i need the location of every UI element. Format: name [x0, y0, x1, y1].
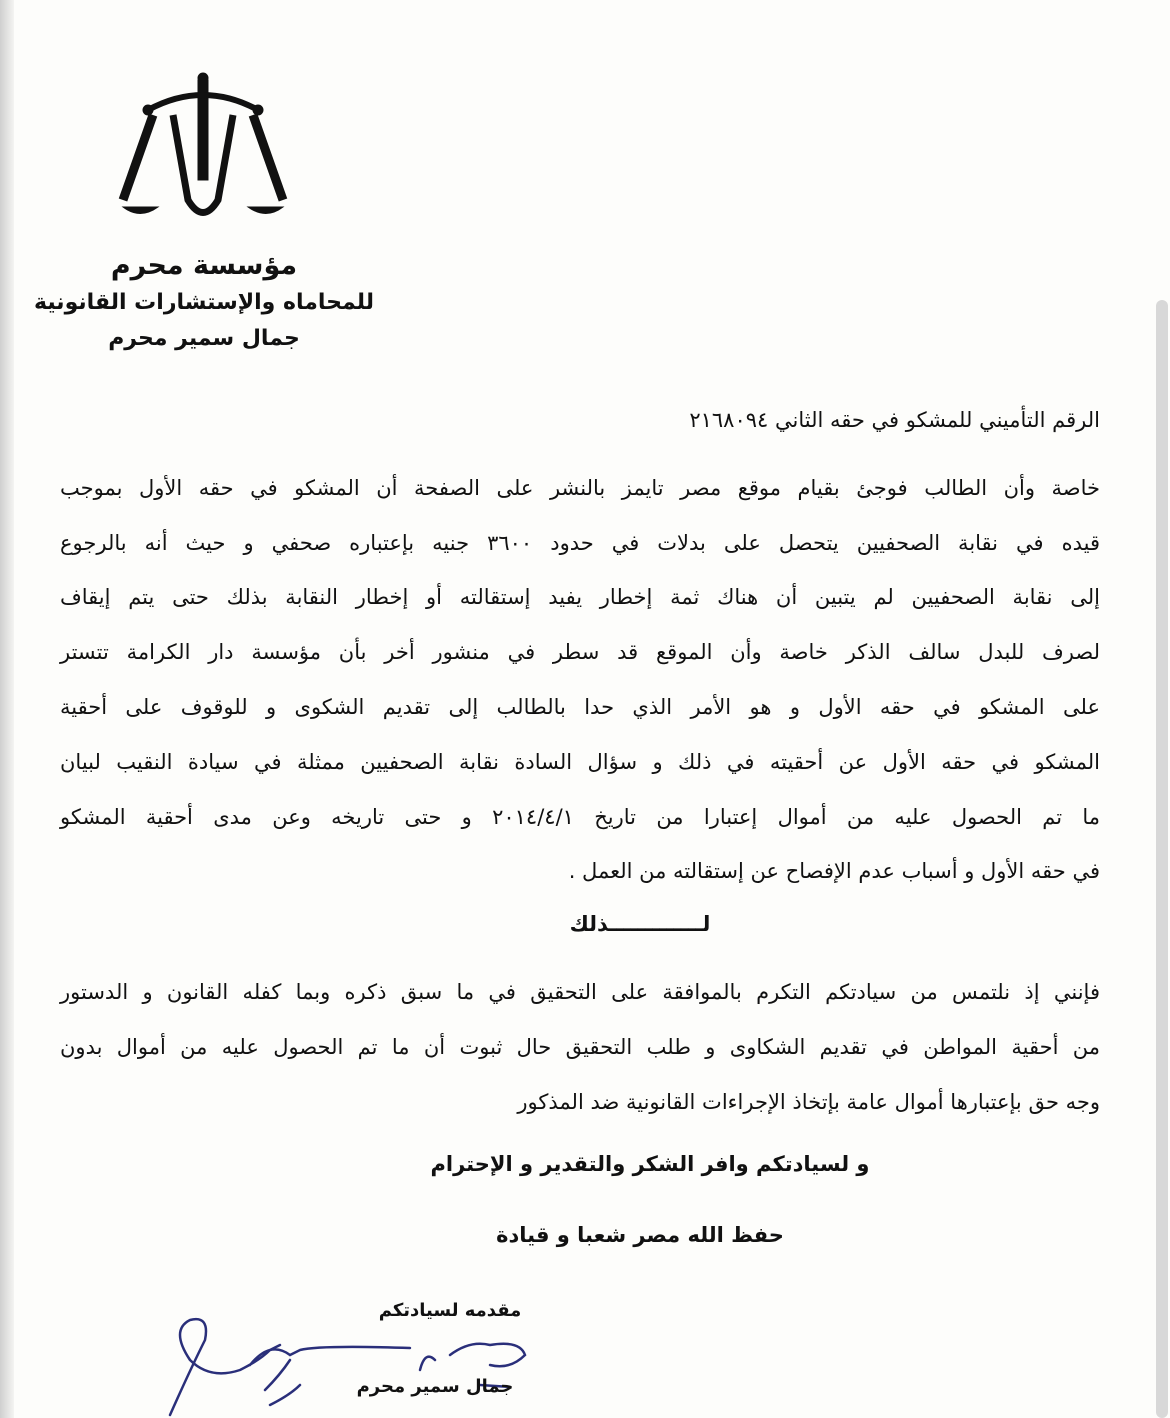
- body-line: في حقه الأول و أسباب عدم الإفصاح عن إستقالته من العمل .: [568, 859, 1100, 883]
- section-heading: لـــــــــــــذلك: [569, 912, 711, 936]
- org-name: مؤسسة محرم: [110, 250, 298, 281]
- body-line: ما تم الحصول عليه من أموال إعتبارا من تاريخ ٢٠١٤/٤/١ و حتى تاريخه وعن مدى أحقية المشكو: [60, 805, 1101, 829]
- request-line: فإنني إذ نلتمس من سيادتكم التكرم بالموافقة على التحقيق في ما سبق ذكره وبما كفله القانون و الدستور: [60, 980, 1100, 1004]
- handwritten-signature: [150, 1300, 550, 1418]
- request-line: وجه حق بإعتبارها أموال عامة بإتخاذ الإجراءات القانونية ضد المذكور: [517, 1090, 1100, 1114]
- body-line: خاصة وأن الطالب فوجئ بقيام موقع مصر تايمز بالنشر على الصفحة أن المشكو في حقه الأول بموجب: [60, 476, 1100, 500]
- reference-line: الرقم التأميني للمشكو في حقه الثاني ٢١٦٨٠٩٤: [689, 408, 1100, 432]
- body-line: لصرف للبدل سالف الذكر خاصة وأن الموقع قد سطر في منشور أخر بأن مؤسسة دار الكرامة تتستر: [60, 640, 1100, 664]
- body-line: قيده في نقابة الصحفيين يتحصل على بدلات في حدود ٣٦٠٠ جنيه بإعتباره صحفي و حيث أنه بالرجوع: [60, 531, 1100, 555]
- owner-name: جمال سمير محرم: [108, 326, 300, 351]
- closing-line: و لسيادتكم وافر الشكر والتقدير و الإحترام: [430, 1152, 870, 1176]
- body-line: المشكو في حقه الأول عن أحقيته في ذلك و سؤال السادة نقابة الصحفيين ممثلة في سيادة النقيب لبيان: [60, 750, 1100, 774]
- scrollbar[interactable]: [1156, 300, 1168, 1418]
- scales-of-justice-logo: [118, 70, 288, 230]
- signatory-name: جمال سمير محرم: [356, 1376, 514, 1397]
- scan-edge: [0, 0, 14, 1418]
- blessing-line: حفظ الله مصر شعبا و قيادة: [496, 1223, 784, 1247]
- org-subtitle: للمحاماه والإستشارات القانونية: [33, 290, 374, 315]
- body-line: على المشكو في حقه الأول و هو الأمر الذي حدا بالطالب إلى تقديم الشكوى و للوقوف على أحقية: [60, 695, 1100, 719]
- request-line: من أحقية المواطن في تقديم الشكاوى و طلب التحقيق حال ثبوت أن ما تم الحصول عليه من أموال بدون: [60, 1035, 1100, 1059]
- submitted-by-label: مقدمه لسيادتكم: [378, 1300, 522, 1321]
- body-line: إلى نقابة الصحفيين لم يتبين أن هناك ثمة إخطار يفيد إستقالته أو إخطار النقابة بذلك حتى يتم إيقاف: [60, 585, 1100, 609]
